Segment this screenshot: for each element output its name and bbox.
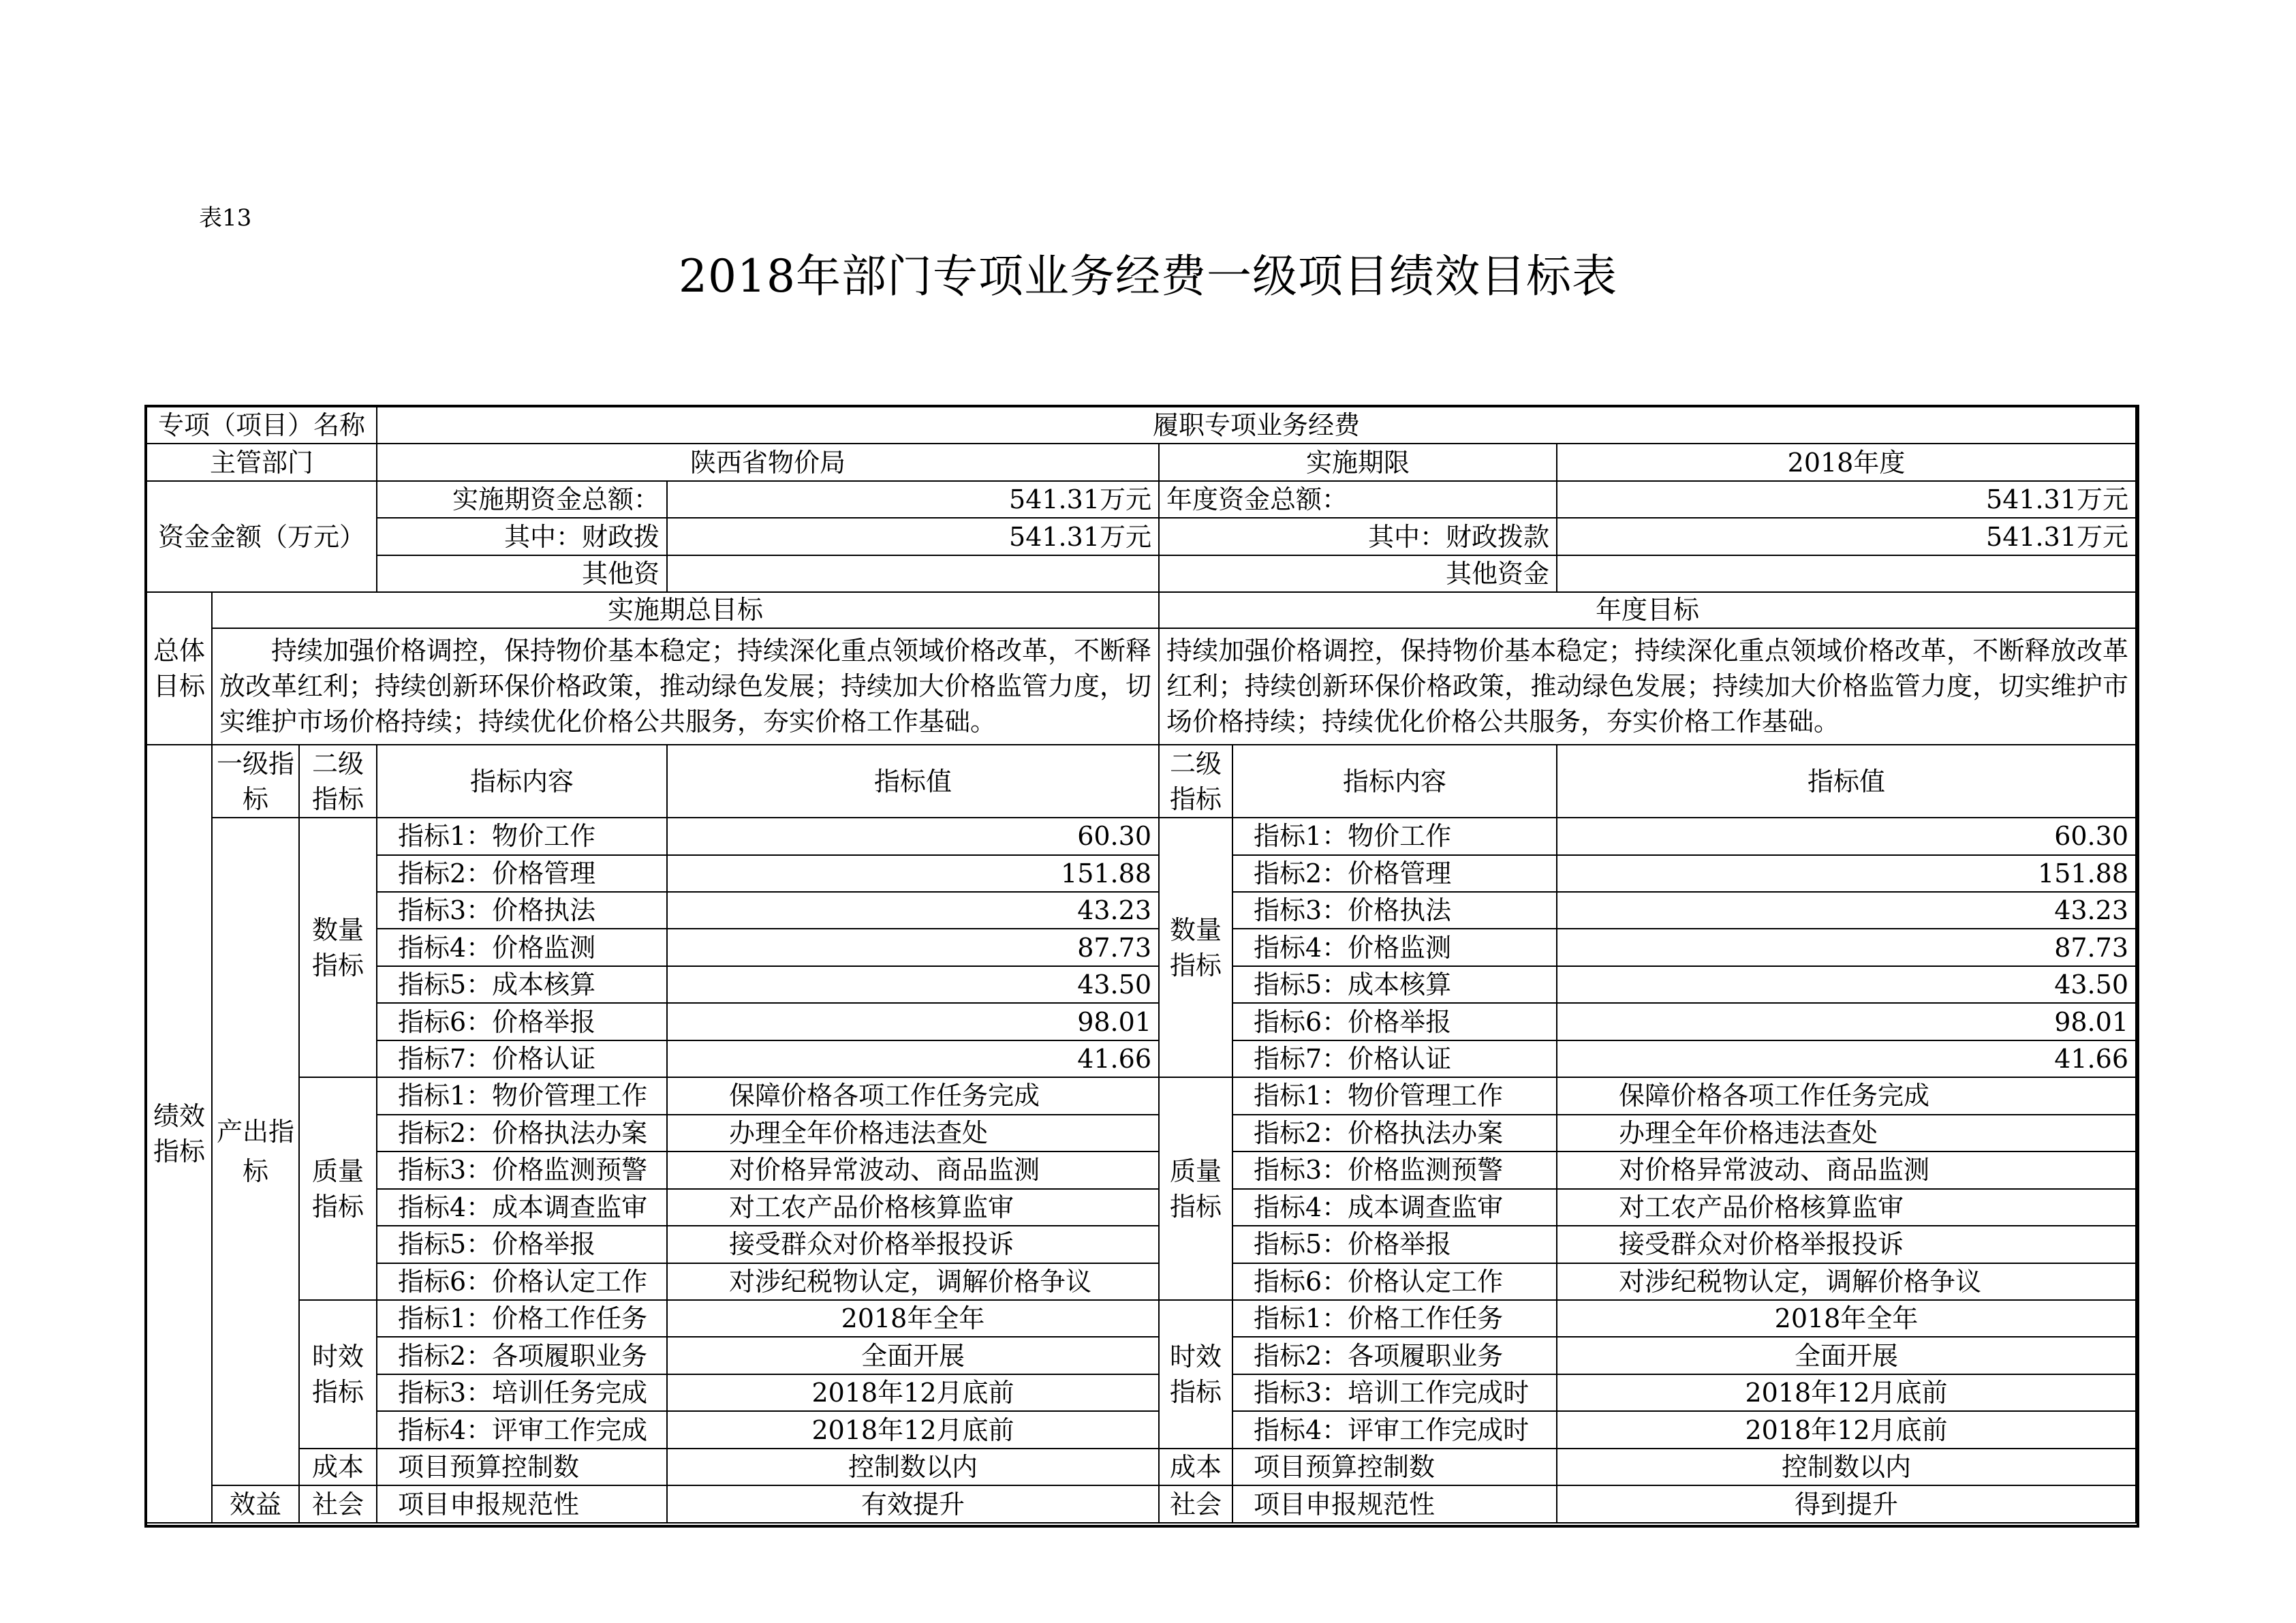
table-row [146,929,2136,965]
quantity-indicator-value: 87.73 [667,929,1159,965]
table-row [146,818,2136,854]
project-name-value: 履职专项业务经费 [377,407,2136,444]
table-row [146,892,2136,929]
timeliness-indicator-value: 全面开展 [667,1337,1159,1374]
quantity-indicator-name: 指标3：价格执法 [377,892,667,929]
overall-goal-label: 总体目标 [146,592,212,745]
period-value: 2018年度 [1557,444,2136,480]
table-row [146,1003,2136,1040]
timeliness-indicator-value: 2018年12月底前 [667,1411,1159,1448]
quality-indicator-name: 指标1：物价管理工作 [377,1077,667,1114]
annual-quantity-indicator-name: 指标7：价格认证 [1232,1040,1557,1077]
annual-total-value: 541.31万元 [1557,481,2136,518]
annual-quality-indicator-value: 对工农产品价格核算监审 [1557,1189,2136,1226]
annual-quality-indicator-value: 办理全年价格违法查处 [1557,1115,2136,1151]
annual-timeliness-label: 时效指标 [1159,1300,1232,1449]
performance-table-frame [146,406,2135,1524]
quantity-indicator-value: 43.50 [667,966,1159,1003]
quantity-label: 数量指标 [299,818,377,1077]
row-funds-other [146,555,2136,592]
annual-quantity-indicator-name: 指标1：物价工作 [1232,818,1557,854]
funds-label: 资金金额（万元） [146,481,377,592]
quantity-indicator-value: 151.88 [667,855,1159,892]
annual-quality-indicator-name: 指标4：成本调查监审 [1232,1189,1557,1226]
annual-quality-indicator-name: 指标1：物价管理工作 [1232,1077,1557,1114]
annual-timeliness-indicator-name: 指标1：价格工作任务 [1232,1300,1557,1337]
table-row [146,1300,2136,1337]
timeliness-indicator-value: 2018年全年 [667,1300,1159,1337]
timeliness-indicator-name: 指标2：各项履职业务 [377,1337,667,1374]
annual-cost-label: 成本 [1159,1449,1232,1485]
quality-indicator-name: 指标2：价格执法办案 [377,1115,667,1151]
table-row [146,1374,2136,1411]
social-indicator-name: 项目申报规范性 [377,1485,667,1523]
total-funds-label: 实施期资金总额： [377,481,667,518]
performance-table [146,406,2137,1524]
fiscal-funds-label: 其中：财政拨 [377,518,667,555]
timeliness-indicator-value: 2018年12月底前 [667,1374,1159,1411]
annual-quantity-indicator-value: 98.01 [1557,1003,2136,1040]
annual-level2-header: 二级指标 [1159,745,1232,818]
quality-indicator-name: 指标5：价格举报 [377,1226,667,1263]
table-row [146,1226,2136,1263]
quantity-indicator-name: 指标6：价格举报 [377,1003,667,1040]
annual-quality-indicator-name: 指标6：价格认定工作 [1232,1263,1557,1300]
level1-header: 一级指标 [212,745,299,818]
annual-value-header: 指标值 [1557,745,2136,818]
annual-quantity-indicator-value: 87.73 [1557,929,2136,965]
annual-cost-indicator-value: 控制数以内 [1557,1449,2136,1485]
annual-total-label: 年度资金总额： [1159,481,1557,518]
timeliness-indicator-name: 指标4：评审工作完成 [377,1411,667,1448]
annual-quantity-indicator-value: 60.30 [1557,818,2136,854]
quality-indicator-value: 保障价格各项工作任务完成 [667,1077,1159,1114]
timeliness-indicator-name: 指标3：培训任务完成 [377,1374,667,1411]
annual-quantity-indicator-name: 指标5：成本核算 [1232,966,1557,1003]
quality-indicator-value: 对价格异常波动、商品监测 [667,1151,1159,1188]
annual-quantity-indicator-value: 41.66 [1557,1040,2136,1077]
quantity-indicator-name: 指标4：价格监测 [377,929,667,965]
department-value: 陕西省物价局 [377,444,1159,480]
annual-quantity-indicator-name: 指标6：价格举报 [1232,1003,1557,1040]
annual-social-label: 社会 [1159,1485,1232,1523]
table-body [146,407,2136,1523]
value-header: 指标值 [667,745,1159,818]
table-row [146,1151,2136,1188]
annual-timeliness-indicator-value: 2018年12月底前 [1557,1374,2136,1411]
level2-header: 二级指标 [299,745,377,818]
annual-quality-indicator-name: 指标2：价格执法办案 [1232,1115,1557,1151]
annual-quantity-indicator-value: 43.23 [1557,892,2136,929]
timeliness-indicator-name: 指标1：价格工作任务 [377,1300,667,1337]
annual-quantity-indicator-name: 指标2：价格管理 [1232,855,1557,892]
quantity-indicator-value: 41.66 [667,1040,1159,1077]
row-funds-fiscal [146,518,2136,555]
timeliness-label: 时效指标 [299,1300,377,1449]
quality-indicator-value: 办理全年价格违法查处 [667,1115,1159,1151]
table-row [146,966,2136,1003]
content-header: 指标内容 [377,745,667,818]
annual-goal-text: 持续加强价格调控，保持物价基本稳定；持续深化重点领域价格改革，不断释放改革红利；持续创新环保价格政策，推动绿色发展；持续加大价格监管力度，切实维护市场价格持续；持续优化价格公共服务，夯实价格工作基础。 [1159,628,2136,745]
other-funds-label: 其他资 [377,555,667,592]
table-row [146,1337,2136,1374]
social-label: 社会 [299,1485,377,1523]
output-indicators-label: 产出指标 [212,818,299,1485]
quality-indicator-name: 指标3：价格监测预警 [377,1151,667,1188]
table-row [146,1040,2136,1077]
quantity-indicator-name: 指标5：成本核算 [377,966,667,1003]
annual-other-value [1557,555,2136,592]
cost-indicator-value: 控制数以内 [667,1449,1159,1485]
benefit-label: 效益 [212,1485,299,1523]
period-goal-header: 实施期总目标 [212,592,1159,628]
annual-quantity-indicator-name: 指标3：价格执法 [1232,892,1557,929]
table-number: 表13 [199,204,252,232]
fiscal-funds-value: 541.31万元 [667,518,1159,555]
quantity-indicator-value: 98.01 [667,1003,1159,1040]
row-goal-headers [146,592,2136,628]
annual-quality-indicator-value: 接受群众对价格举报投诉 [1557,1226,2136,1263]
annual-quantity-indicator-name: 指标4：价格监测 [1232,929,1557,965]
table-row [146,855,2136,892]
quantity-indicator-value: 43.23 [667,892,1159,929]
cost-indicator-name: 项目预算控制数 [377,1449,667,1485]
quality-indicator-value: 对涉纪税物认定，调解价格争议 [667,1263,1159,1300]
annual-quality-label: 质量指标 [1159,1077,1232,1300]
total-funds-value: 541.31万元 [667,481,1159,518]
quantity-indicator-name: 指标1：物价工作 [377,818,667,854]
annual-other-label: 其他资金 [1159,555,1557,592]
row-project-name [146,407,2136,444]
row-department [146,444,2136,480]
annual-quantity-label: 数量指标 [1159,818,1232,1077]
annual-quality-indicator-value: 对价格异常波动、商品监测 [1557,1151,2136,1188]
row-funds-total [146,481,2136,518]
quality-indicator-name: 指标6：价格认定工作 [377,1263,667,1300]
annual-quality-indicator-name: 指标3：价格监测预警 [1232,1151,1557,1188]
quantity-indicator-value: 60.30 [667,818,1159,854]
quality-indicator-value: 接受群众对价格举报投诉 [667,1226,1159,1263]
social-indicator-value: 有效提升 [667,1485,1159,1523]
table-row [146,1189,2136,1226]
annual-timeliness-indicator-value: 全面开展 [1557,1337,2136,1374]
annual-social-indicator-name: 项目申报规范性 [1232,1485,1557,1523]
annual-timeliness-indicator-name: 指标3：培训工作完成时 [1232,1374,1557,1411]
annual-social-indicator-value: 得到提升 [1557,1485,2136,1523]
annual-timeliness-indicator-value: 2018年全年 [1557,1300,2136,1337]
document-title: 2018年部门专项业务经费一级项目绩效目标表 [679,250,1617,303]
table-row [146,1485,2136,1523]
annual-fiscal-label: 其中：财政拨款 [1159,518,1557,555]
quantity-indicator-name: 指标2：价格管理 [377,855,667,892]
table-row [146,1077,2136,1114]
row-indicator-headers [146,745,2136,818]
period-goal-text: 持续加强价格调控，保持物价基本稳定；持续深化重点领域价格改革，不断释放改革红利；持续创新环保价格政策，推动绿色发展；持续加大价格监管力度，切实维护市场价格持续；持续优化价格公共服务，夯实价格工作基础。 [212,628,1159,745]
table-row [146,1449,2136,1485]
quality-label: 质量指标 [299,1077,377,1300]
table-row [146,1411,2136,1448]
table-row [146,1115,2136,1151]
annual-timeliness-indicator-value: 2018年12月底前 [1557,1411,2136,1448]
row-goal-text [146,628,2136,745]
annual-content-header: 指标内容 [1232,745,1557,818]
quality-indicator-value: 对工农产品价格核算监审 [667,1189,1159,1226]
annual-quality-indicator-value: 保障价格各项工作任务完成 [1557,1077,2136,1114]
other-funds-value [667,555,1159,592]
annual-quality-indicator-name: 指标5：价格举报 [1232,1226,1557,1263]
project-name-label: 专项（项目）名称 [146,407,377,444]
cost-label: 成本 [299,1449,377,1485]
quantity-indicator-name: 指标7：价格认证 [377,1040,667,1077]
annual-cost-indicator-name: 项目预算控制数 [1232,1449,1557,1485]
annual-fiscal-value: 541.31万元 [1557,518,2136,555]
period-label: 实施期限 [1159,444,1557,480]
table-row [146,1263,2136,1300]
department-label: 主管部门 [146,444,377,480]
annual-timeliness-indicator-name: 指标2：各项履职业务 [1232,1337,1557,1374]
quality-indicator-name: 指标4：成本调查监审 [377,1189,667,1226]
annual-quality-indicator-value: 对涉纪税物认定，调解价格争议 [1557,1263,2136,1300]
annual-timeliness-indicator-name: 指标4：评审工作完成时 [1232,1411,1557,1448]
performance-indicators-label: 绩效指标 [146,745,212,1523]
annual-quantity-indicator-value: 151.88 [1557,855,2136,892]
annual-quantity-indicator-value: 43.50 [1557,966,2136,1003]
annual-goal-header: 年度目标 [1159,592,2136,628]
